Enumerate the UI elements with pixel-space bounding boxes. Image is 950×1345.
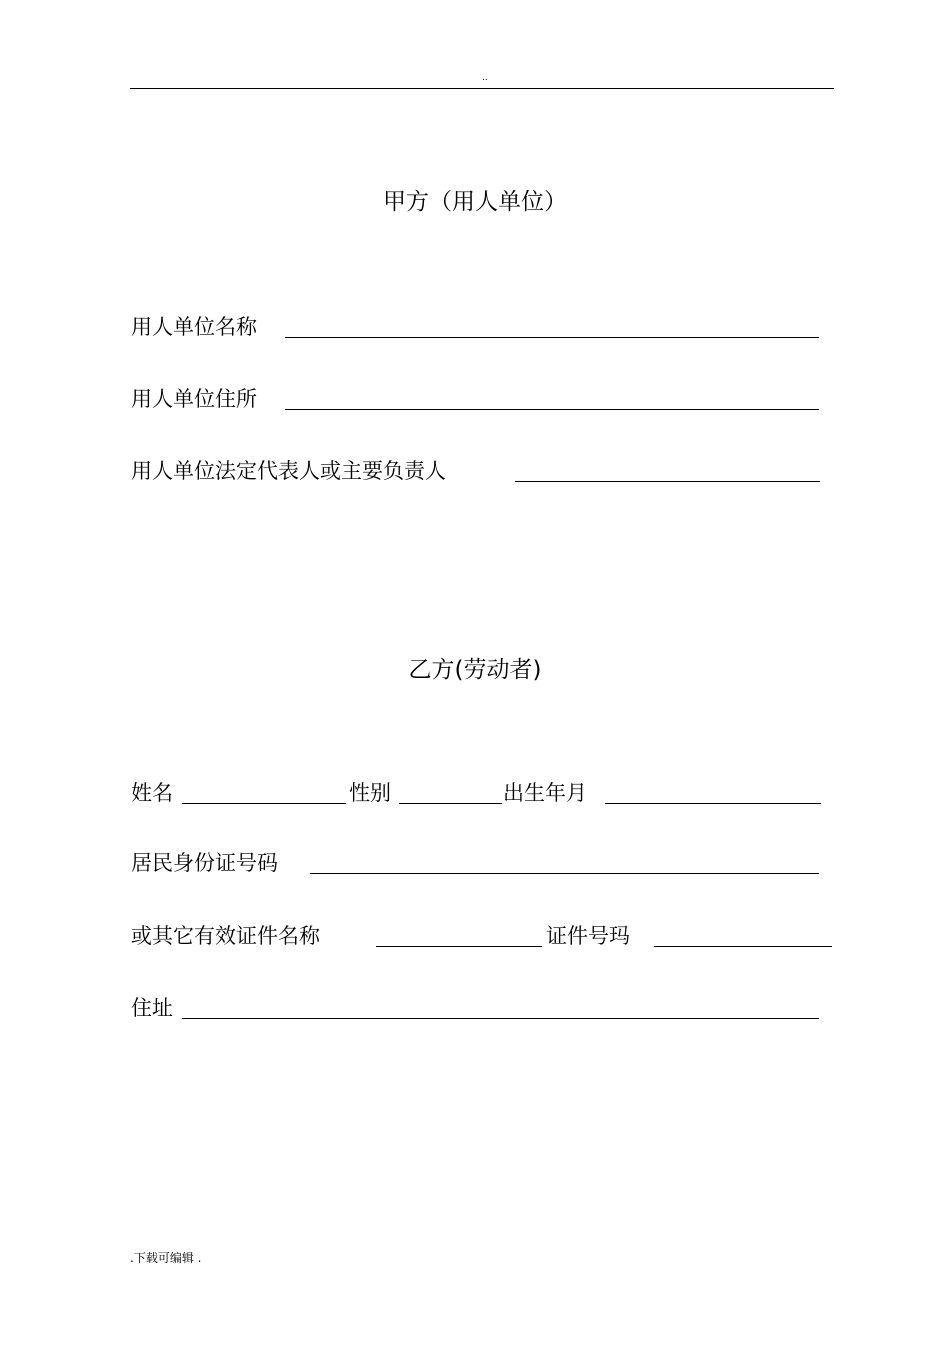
header-rule	[130, 88, 834, 89]
party-b-name-blank[interactable]	[182, 803, 346, 804]
party-b-cert-no-label: 证件号玛	[546, 924, 630, 948]
party-b-birth-label: 出生年月	[503, 781, 587, 805]
party-b-id-label: 居民身份证号码	[131, 851, 278, 875]
party-b-heading: 乙方(劳动者)	[408, 657, 542, 683]
party-b-address-label: 住址	[131, 996, 173, 1020]
footer-note: .下载可编辑 .	[130, 1251, 202, 1265]
party-a-address-blank[interactable]	[285, 409, 819, 410]
party-a-heading: 甲方（用人单位）	[383, 189, 567, 215]
party-b-address-row	[131, 993, 831, 1023]
party-b-gender-blank[interactable]	[399, 803, 502, 804]
party-a-rep-blank[interactable]	[515, 481, 820, 482]
party-b-other-id-blank[interactable]	[376, 946, 542, 947]
party-b-gender-label: 性别	[349, 781, 391, 805]
party-a-address-label: 用人单位住所	[131, 387, 257, 411]
party-b-id-row	[131, 848, 831, 878]
party-a-name-row	[131, 312, 831, 342]
party-a-name-label: 用人单位名称	[131, 315, 257, 339]
party-a-rep-row	[131, 456, 831, 486]
party-a-address-row	[131, 384, 831, 414]
party-b-basic-row	[131, 778, 831, 808]
party-b-other-id-label: 或其它有效证件名称	[131, 924, 320, 948]
header-mark: ..	[482, 73, 488, 83]
party-b-name-label: 姓名	[131, 781, 173, 805]
party-b-other-id-row	[131, 921, 836, 951]
party-b-id-blank[interactable]	[310, 873, 819, 874]
party-a-name-blank[interactable]	[285, 337, 819, 338]
party-b-cert-no-blank[interactable]	[654, 946, 832, 947]
party-b-address-blank[interactable]	[182, 1018, 819, 1019]
party-b-birth-blank[interactable]	[605, 803, 821, 804]
party-a-rep-label: 用人单位法定代表人或主要负责人	[131, 459, 446, 483]
